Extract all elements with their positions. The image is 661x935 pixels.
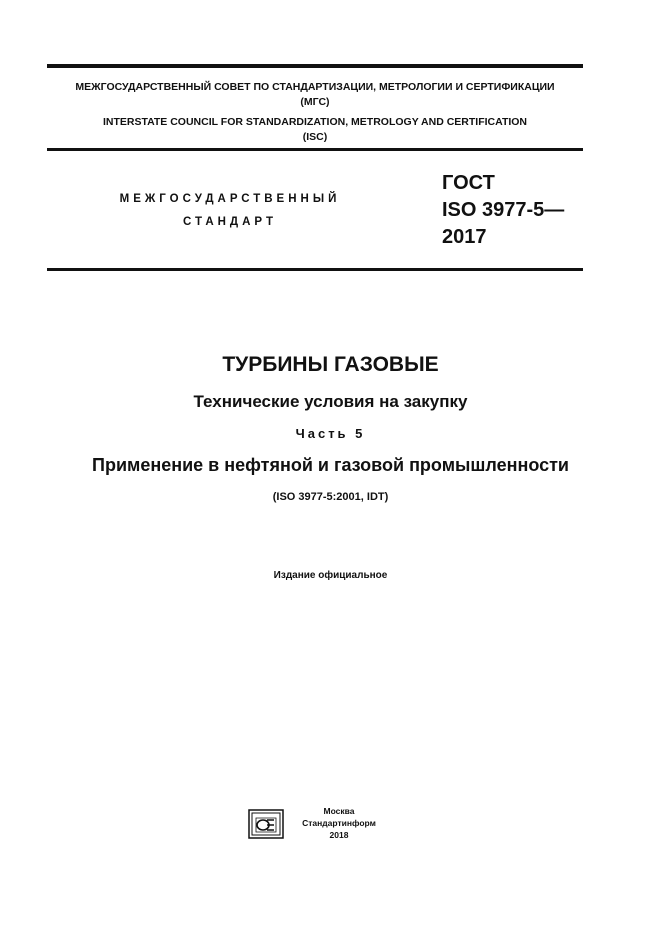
council-en-abbr: (ISC) [302, 131, 328, 143]
top-rule [47, 64, 583, 68]
standard-type-line2: СТАНДАРТ [183, 216, 277, 228]
iso-reference: (ISO 3977-5:2001, IDT) [272, 491, 389, 503]
council-rule [47, 148, 583, 151]
council-ru: МЕЖГОСУДАРСТВЕННЫЙ СОВЕТ ПО СТАНДАРТИЗАЦИИ, МЕТРОЛОГИИ И СЕРТИФИКАЦИИ [75, 81, 555, 93]
council-ru-abbr: (МГС) [300, 96, 330, 108]
gost-number: ISO 3977-5— [442, 199, 565, 221]
standard-type-line1: МЕЖГОСУДАРСТВЕННЫЙ [119, 193, 341, 205]
edition-note: Издание официальное [273, 570, 388, 581]
main-title: ТУРБИНЫ ГАЗОВЫЕ [222, 353, 439, 376]
council-en: INTERSTATE COUNCIL FOR STANDARDIZATION, METROLOGY AND CERTIFICATION [102, 116, 528, 128]
standard-type [95, 188, 365, 234]
publisher-city: Москва [323, 806, 355, 816]
council-block [47, 80, 583, 145]
publisher-name: Стандартинформ [302, 818, 376, 828]
gost-label: ГОСТ [442, 172, 495, 194]
gost-designation [442, 170, 564, 251]
publisher-block [300, 805, 378, 841]
standartinform-logo-icon [248, 809, 284, 839]
designation-rule [47, 268, 583, 271]
subtitle: Технические условия на закупку [193, 392, 468, 411]
gost-year: 2017 [442, 226, 487, 248]
part-number: Часть 5 [295, 426, 366, 441]
part-title: Применение в нефтяной и газовой промышленности [92, 455, 569, 475]
publisher-year: 2018 [329, 830, 349, 840]
